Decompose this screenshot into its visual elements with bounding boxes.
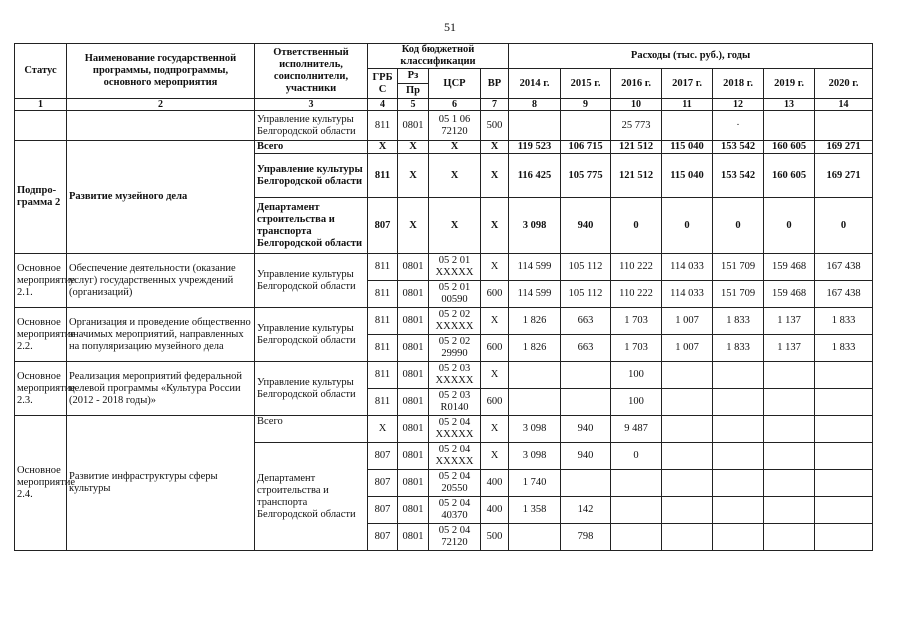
grbs-cell: 811 [368, 389, 398, 416]
value-cell [713, 362, 764, 389]
value-cell [815, 389, 873, 416]
header-status: Статус [15, 44, 67, 99]
value-cell [713, 497, 764, 524]
table-row [15, 111, 873, 141]
name-cell: Реализация мероприятий федеральной целевой программы «Культура России (2012 - 2018 годы)» [67, 362, 255, 416]
vr-cell: 400 [481, 497, 509, 524]
value-cell: 153 542 [713, 141, 764, 154]
value-cell: 1 833 [815, 335, 873, 362]
value-cell: 114 599 [509, 281, 561, 308]
header-csr: ЦСР [429, 69, 481, 99]
value-cell: 1 137 [764, 335, 815, 362]
header-year: 2019 г. [764, 69, 815, 99]
value-cell: 940 [561, 443, 611, 470]
value-cell [713, 443, 764, 470]
value-cell [561, 111, 611, 141]
col-number: 3 [255, 99, 368, 111]
value-cell [764, 416, 815, 443]
value-cell: 114 599 [509, 254, 561, 281]
header-vr: ВР [481, 69, 509, 99]
rz-cell: X [398, 198, 429, 254]
value-cell [815, 111, 873, 141]
value-cell: 1 833 [713, 308, 764, 335]
value-cell: 106 715 [561, 141, 611, 154]
value-cell: 142 [561, 497, 611, 524]
value-cell: 0 [713, 198, 764, 254]
header-year: 2014 г. [509, 69, 561, 99]
value-cell: 0 [662, 198, 713, 254]
vr-cell: 600 [481, 335, 509, 362]
csr-cell: X [429, 154, 481, 198]
value-cell [509, 389, 561, 416]
value-cell [662, 524, 713, 551]
csr-cell: 05 2 02 XXXXX [429, 308, 481, 335]
col-number: 2 [67, 99, 255, 111]
header-budget-code: Код бюджетной классификации [368, 44, 509, 69]
rz-cell: 0801 [398, 362, 429, 389]
csr-cell: X [429, 198, 481, 254]
value-cell [509, 524, 561, 551]
value-cell: 105 112 [561, 254, 611, 281]
csr-cell: 05 2 04 20550 [429, 470, 481, 497]
header-pr: Пр [398, 84, 429, 99]
rz-cell: 0801 [398, 470, 429, 497]
csr-cell: 05 2 04 XXXXX [429, 416, 481, 443]
value-cell: 940 [561, 198, 611, 254]
col-number: 8 [509, 99, 561, 111]
responsible-cell: Департамент строительства и транспорта Белгородской области [255, 443, 368, 551]
value-cell: 1 007 [662, 335, 713, 362]
value-cell [662, 443, 713, 470]
value-cell: · [713, 111, 764, 141]
grbs-cell: X [368, 141, 398, 154]
value-cell: 115 040 [662, 154, 713, 198]
value-cell [815, 443, 873, 470]
col-number: 11 [662, 99, 713, 111]
value-cell [713, 389, 764, 416]
value-cell: 1 358 [509, 497, 561, 524]
value-cell [815, 470, 873, 497]
header-responsible: Ответственный исполнитель, соисполнители, участники [255, 44, 368, 99]
vr-cell: X [481, 154, 509, 198]
status-cell [15, 111, 67, 141]
rz-cell: 0801 [398, 443, 429, 470]
value-cell: 167 438 [815, 281, 873, 308]
rz-cell: 0801 [398, 308, 429, 335]
value-cell [764, 524, 815, 551]
header-year: 2017 г. [662, 69, 713, 99]
value-cell: 0 [764, 198, 815, 254]
vr-cell: X [481, 443, 509, 470]
value-cell: 167 438 [815, 254, 873, 281]
value-cell [713, 470, 764, 497]
csr-cell: 05 2 04 40370 [429, 497, 481, 524]
value-cell: 3 098 [509, 443, 561, 470]
table-row [15, 254, 873, 281]
value-cell: 1 703 [611, 335, 662, 362]
value-cell: 121 512 [611, 141, 662, 154]
csr-cell: 05 2 03 XXXXX [429, 362, 481, 389]
col-number: 7 [481, 99, 509, 111]
col-number: 5 [398, 99, 429, 111]
rz-cell: 0801 [398, 111, 429, 141]
rz-cell: 0801 [398, 416, 429, 443]
value-cell [611, 470, 662, 497]
vr-cell: 500 [481, 524, 509, 551]
value-cell: 0 [611, 198, 662, 254]
grbs-cell: X [368, 416, 398, 443]
responsible-cell: Управление культуры Белгородской области [255, 111, 368, 141]
page-number: 51 [444, 20, 456, 34]
value-cell: 3 098 [509, 416, 561, 443]
vr-cell: X [481, 198, 509, 254]
value-cell: 114 033 [662, 281, 713, 308]
table-row [15, 416, 873, 443]
value-cell [662, 362, 713, 389]
vr-cell: X [481, 254, 509, 281]
value-cell: 169 271 [815, 154, 873, 198]
grbs-cell: 807 [368, 198, 398, 254]
responsible-cell: Управление культуры Белгородской области [255, 362, 368, 416]
responsible-cell: Управление культуры Белгородской области [255, 154, 368, 198]
rz-cell: 0801 [398, 389, 429, 416]
value-cell [713, 416, 764, 443]
value-cell: 9 487 [611, 416, 662, 443]
value-cell: 105 775 [561, 154, 611, 198]
name-cell: Обеспечение деятельности (оказание услуг) государственных учреждений (организаций) [67, 254, 255, 308]
value-cell: 159 468 [764, 254, 815, 281]
col-number: 12 [713, 99, 764, 111]
status-cell: Подпро-грамма 2 [15, 141, 67, 254]
value-cell: 105 112 [561, 281, 611, 308]
value-cell [764, 443, 815, 470]
header-rz: Рз [398, 69, 429, 84]
value-cell: 0 [611, 443, 662, 470]
responsible-cell: Департамент строительства и транспорта Белгородской области [255, 198, 368, 254]
grbs-cell: 811 [368, 254, 398, 281]
status-cell: Основное мероприятие 2.1. [15, 254, 67, 308]
value-cell: 151 709 [713, 281, 764, 308]
col-number: 1 [15, 99, 67, 111]
header-year: 2016 г. [611, 69, 662, 99]
value-cell: 159 468 [764, 281, 815, 308]
value-cell: 798 [561, 524, 611, 551]
value-cell: 663 [561, 335, 611, 362]
value-cell [662, 497, 713, 524]
col-number: 13 [764, 99, 815, 111]
rz-cell: X [398, 141, 429, 154]
value-cell [662, 470, 713, 497]
table-row [15, 141, 873, 154]
value-cell: 110 222 [611, 281, 662, 308]
name-cell: Развитие инфраструктуры сферы культуры [67, 416, 255, 551]
value-cell [764, 389, 815, 416]
value-cell: 25 773 [611, 111, 662, 141]
grbs-cell: 807 [368, 470, 398, 497]
value-cell [611, 497, 662, 524]
value-cell: 160 605 [764, 154, 815, 198]
vr-cell: 500 [481, 111, 509, 141]
rz-cell: 0801 [398, 254, 429, 281]
value-cell: 121 512 [611, 154, 662, 198]
value-cell [815, 497, 873, 524]
value-cell: 169 271 [815, 141, 873, 154]
vr-cell: X [481, 362, 509, 389]
rz-cell: 0801 [398, 497, 429, 524]
value-cell [509, 362, 561, 389]
value-cell [764, 362, 815, 389]
budget-table [14, 43, 873, 551]
csr-cell: 05 2 03 R0140 [429, 389, 481, 416]
value-cell: 1 826 [509, 335, 561, 362]
value-cell: 1 833 [815, 308, 873, 335]
grbs-cell: 807 [368, 524, 398, 551]
header-year: 2015 г. [561, 69, 611, 99]
header-expenses: Расходы (тыс. руб.), годы [509, 44, 873, 69]
name-cell [67, 111, 255, 141]
value-cell: 151 709 [713, 254, 764, 281]
header-grbs: ГРБ С [368, 69, 398, 99]
value-cell [561, 362, 611, 389]
status-cell: Основное мероприятие 2.2. [15, 308, 67, 362]
value-cell: 1 740 [509, 470, 561, 497]
value-cell: 1 833 [713, 335, 764, 362]
col-number: 10 [611, 99, 662, 111]
grbs-cell: 811 [368, 111, 398, 141]
grbs-cell: 811 [368, 281, 398, 308]
value-cell [662, 416, 713, 443]
responsible-cell: Всего [255, 141, 368, 154]
csr-cell: 05 2 01 00590 [429, 281, 481, 308]
value-cell: 160 605 [764, 141, 815, 154]
name-cell: Организация и проведение общественно значимых мероприятий, направленных на популяризацию музейного дела [67, 308, 255, 362]
header-name: Наименование государственной программы, подпрограммы, основного мероприятия [67, 44, 255, 99]
responsible-cell: Управление культуры Белгородской области [255, 254, 368, 308]
grbs-cell: 811 [368, 335, 398, 362]
vr-cell: 600 [481, 389, 509, 416]
csr-cell: 05 2 04 XXXXX [429, 443, 481, 470]
responsible-cell: Всего [255, 416, 368, 443]
col-number: 4 [368, 99, 398, 111]
rz-cell: 0801 [398, 335, 429, 362]
name-cell: Развитие музейного дела [67, 141, 255, 254]
table-row [15, 362, 873, 389]
value-cell [815, 416, 873, 443]
value-cell: 114 033 [662, 254, 713, 281]
status-cell: Основное мероприятие 2.4. [15, 416, 67, 551]
rz-cell: X [398, 154, 429, 198]
value-cell: 663 [561, 308, 611, 335]
rz-cell: 0801 [398, 524, 429, 551]
value-cell: 1 703 [611, 308, 662, 335]
value-cell [561, 389, 611, 416]
value-cell: 0 [815, 198, 873, 254]
value-cell [662, 389, 713, 416]
value-cell: 115 040 [662, 141, 713, 154]
grbs-cell: 811 [368, 362, 398, 389]
value-cell: 3 098 [509, 198, 561, 254]
csr-cell: 05 2 02 29990 [429, 335, 481, 362]
col-number: 14 [815, 99, 873, 111]
value-cell: 1 137 [764, 308, 815, 335]
value-cell: 116 425 [509, 154, 561, 198]
value-cell: 153 542 [713, 154, 764, 198]
value-cell [509, 111, 561, 141]
value-cell [611, 524, 662, 551]
vr-cell: X [481, 416, 509, 443]
value-cell: 940 [561, 416, 611, 443]
value-cell [561, 470, 611, 497]
value-cell [662, 111, 713, 141]
value-cell: 119 523 [509, 141, 561, 154]
vr-cell: 600 [481, 281, 509, 308]
value-cell: 110 222 [611, 254, 662, 281]
value-cell [815, 362, 873, 389]
value-cell: 100 [611, 389, 662, 416]
grbs-cell: 811 [368, 154, 398, 198]
value-cell: 100 [611, 362, 662, 389]
header-year: 2020 г. [815, 69, 873, 99]
table-row [15, 308, 873, 335]
rz-cell: 0801 [398, 281, 429, 308]
vr-cell: X [481, 308, 509, 335]
value-cell: 1 826 [509, 308, 561, 335]
csr-cell: 05 2 04 72120 [429, 524, 481, 551]
vr-cell: X [481, 141, 509, 154]
value-cell: 1 007 [662, 308, 713, 335]
value-cell [764, 111, 815, 141]
col-number: 9 [561, 99, 611, 111]
grbs-cell: 807 [368, 497, 398, 524]
value-cell [764, 470, 815, 497]
csr-cell: 05 2 01 XXXXX [429, 254, 481, 281]
grbs-cell: 811 [368, 308, 398, 335]
col-number: 6 [429, 99, 481, 111]
responsible-cell: Управление культуры Белгородской области [255, 308, 368, 362]
header-year: 2018 г. [713, 69, 764, 99]
value-cell [815, 524, 873, 551]
value-cell [764, 497, 815, 524]
status-cell: Основное мероприятие 2.3. [15, 362, 67, 416]
grbs-cell: 807 [368, 443, 398, 470]
value-cell [713, 524, 764, 551]
csr-cell: X [429, 141, 481, 154]
vr-cell: 400 [481, 470, 509, 497]
csr-cell: 05 1 06 72120 [429, 111, 481, 141]
